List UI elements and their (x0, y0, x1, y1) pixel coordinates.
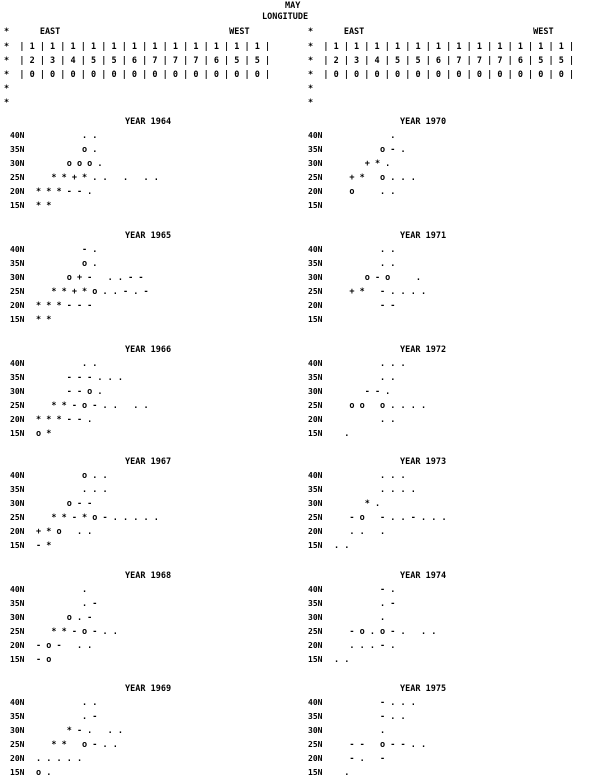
latitude-label: 30N (308, 273, 323, 282)
year-title: YEAR 1966 (125, 345, 172, 355)
symbol-row: * * - * o - . . . . . (36, 513, 159, 523)
latitude-label: 40N (10, 131, 25, 140)
symbol-row: . (334, 131, 396, 141)
latitude-label: 35N (10, 485, 25, 494)
latitude-label: 25N (10, 740, 25, 749)
left-header-star-2: * (4, 98, 10, 108)
symbol-row: . . . - . (334, 641, 396, 651)
latitude-label: 40N (308, 359, 323, 368)
latitude-label: 25N (10, 627, 25, 636)
latitude-label: 15N (308, 541, 323, 550)
symbol-row: . . . (334, 527, 386, 537)
symbol-row: . . . (334, 471, 406, 481)
latitude-label: 30N (10, 613, 25, 622)
symbol-row: * * + * o . . - . - (36, 287, 149, 297)
latitude-label: 35N (308, 259, 323, 268)
symbol-row: - - (334, 301, 396, 311)
latitude-label: 20N (10, 415, 25, 424)
latitude-label: 40N (308, 585, 323, 594)
symbol-row: * * * - - - (36, 301, 93, 311)
symbol-row: - . - (334, 754, 386, 764)
symbol-row: * * (36, 201, 52, 211)
symbol-row: . . . (334, 359, 406, 369)
symbol-row: - o - . . - . . . (334, 513, 447, 523)
symbol-row: . . (334, 373, 396, 383)
latitude-label: 15N (10, 768, 25, 777)
year-title: YEAR 1969 (125, 684, 172, 694)
latitude-label: 35N (10, 599, 25, 608)
latitude-label: 20N (308, 527, 323, 536)
symbol-row: . . (334, 655, 350, 665)
latitude-label: 15N (10, 429, 25, 438)
latitude-label: 20N (10, 754, 25, 763)
latitude-label: 15N (308, 201, 323, 210)
symbol-row: o . - (36, 613, 93, 623)
symbol-row: o o o . . . . (334, 401, 427, 411)
symbol-row: . . . . (334, 485, 416, 495)
symbol-row: + * - . . . . (334, 287, 427, 297)
left-header-star-1: * (4, 84, 10, 94)
right-header-digits-3: * | 0 | 0 | 0 | 0 | 0 | 0 | 0 | 0 | 0 | 0 | 0 | 0 | (308, 70, 575, 80)
latitude-label: 20N (308, 301, 323, 310)
left-header-region: * EAST WEST (4, 27, 281, 37)
symbol-row: o . . (36, 471, 108, 481)
latitude-label: 15N (10, 315, 25, 324)
symbol-row: . . (36, 131, 98, 141)
latitude-label: 25N (10, 513, 25, 522)
symbol-row: - - o - - . . (334, 740, 427, 750)
latitude-label: 40N (10, 471, 25, 480)
symbol-row: * * * - - . (36, 187, 93, 197)
symbol-row: - . . (334, 712, 406, 722)
latitude-label: 15N (308, 315, 323, 324)
latitude-label: 30N (308, 499, 323, 508)
right-header-digits-2: * | 2 | 3 | 4 | 5 | 5 | 6 | 7 | 7 | 7 | 6 | 5 | 5 | (308, 56, 575, 66)
latitude-label: 20N (10, 187, 25, 196)
symbol-row: - - - . . . (36, 373, 123, 383)
latitude-label: 15N (10, 655, 25, 664)
symbol-row: . - (36, 712, 98, 722)
right-header-star-2: * (308, 98, 314, 108)
latitude-label: 15N (10, 201, 25, 210)
latitude-label: 30N (308, 387, 323, 396)
left-header-digits-2: * | 2 | 3 | 4 | 5 | 5 | 6 | 7 | 7 | 7 | 6 | 5 | 5 | (4, 56, 271, 66)
year-title: YEAR 1971 (400, 231, 447, 241)
latitude-label: 30N (10, 726, 25, 735)
latitude-label: 25N (10, 401, 25, 410)
latitude-label: 20N (308, 415, 323, 424)
symbol-row: - o . o - . . . (334, 627, 437, 637)
latitude-label: 15N (308, 768, 323, 777)
symbol-row: - o - . . (36, 641, 93, 651)
symbol-row: - * (36, 541, 52, 551)
latitude-label: 35N (308, 712, 323, 721)
symbol-row: . - (36, 599, 98, 609)
latitude-label: 30N (10, 273, 25, 282)
latitude-label: 20N (308, 641, 323, 650)
symbol-row: * * o - . . (36, 740, 118, 750)
symbol-row: . (334, 768, 350, 778)
latitude-label: 20N (10, 641, 25, 650)
symbol-row: - - . (334, 387, 391, 397)
latitude-label: 40N (10, 245, 25, 254)
symbol-row: o . . (334, 187, 396, 197)
right-header-digits-1: * | 1 | 1 | 1 | 1 | 1 | 1 | 1 | 1 | 1 | 1 | 1 | 1 | (308, 42, 575, 52)
symbol-row: * * - o - . . . . (36, 401, 149, 411)
year-title: YEAR 1965 (125, 231, 172, 241)
symbol-row: . (334, 429, 350, 439)
year-title: YEAR 1974 (400, 571, 447, 581)
symbol-row: . (36, 585, 88, 595)
latitude-label: 30N (308, 159, 323, 168)
latitude-label: 40N (10, 585, 25, 594)
symbol-row: * - . . . (36, 726, 123, 736)
year-title: YEAR 1972 (400, 345, 447, 355)
year-title: YEAR 1975 (400, 684, 447, 694)
year-title: YEAR 1970 (400, 117, 447, 127)
symbol-row: - . . . (334, 698, 416, 708)
year-title: YEAR 1967 (125, 457, 172, 467)
symbol-row: . . (334, 541, 350, 551)
symbol-row: * * - o - . . (36, 627, 118, 637)
latitude-label: 30N (10, 387, 25, 396)
latitude-label: 25N (10, 287, 25, 296)
latitude-label: 25N (308, 627, 323, 636)
latitude-label: 40N (308, 698, 323, 707)
latitude-label: 20N (10, 527, 25, 536)
symbol-row: o - - (36, 499, 93, 509)
left-header-digits-3: * | 0 | 0 | 0 | 0 | 0 | 0 | 0 | 0 | 0 | 0 | 0 | 0 | (4, 70, 271, 80)
month-title: MAY (285, 1, 301, 11)
latitude-label: 35N (308, 599, 323, 608)
latitude-label: 25N (308, 740, 323, 749)
latitude-label: 25N (10, 173, 25, 182)
symbol-row: . . (334, 259, 396, 269)
symbol-row: * * * - - . (36, 415, 93, 425)
symbol-row: . . (334, 415, 396, 425)
symbol-row: o . (36, 145, 98, 155)
latitude-label: 25N (308, 287, 323, 296)
symbol-row: o - . (334, 145, 406, 155)
latitude-label: 30N (10, 499, 25, 508)
symbol-row: . (334, 613, 386, 623)
symbol-row: . . . . . (36, 754, 83, 764)
symbol-row: * . (334, 499, 381, 509)
latitude-label: 25N (308, 401, 323, 410)
symbol-row: . . (334, 245, 396, 255)
latitude-label: 20N (308, 187, 323, 196)
latitude-label: 15N (10, 541, 25, 550)
symbol-row: o o o . (36, 159, 103, 169)
year-title: YEAR 1964 (125, 117, 172, 127)
longitude-label: LONGITUDE (262, 12, 309, 22)
symbol-row: o . (36, 768, 52, 778)
latitude-label: 30N (308, 613, 323, 622)
symbol-row: + * o . . . (334, 173, 416, 183)
latitude-label: 15N (308, 429, 323, 438)
latitude-label: 20N (308, 754, 323, 763)
symbol-row: + * o . . (36, 527, 93, 537)
latitude-label: 40N (308, 471, 323, 480)
symbol-row: o + - . . - - (36, 273, 144, 283)
year-title: YEAR 1968 (125, 571, 172, 581)
symbol-row: . (334, 726, 386, 736)
symbol-row: . . (36, 698, 98, 708)
symbol-row: . - (334, 599, 396, 609)
symbol-row: * * + * . . . . . (36, 173, 159, 183)
latitude-label: 25N (308, 173, 323, 182)
latitude-label: 40N (10, 359, 25, 368)
latitude-label: 40N (308, 245, 323, 254)
latitude-label: 15N (308, 655, 323, 664)
symbol-row: - - o . (36, 387, 103, 397)
latitude-label: 35N (308, 373, 323, 382)
latitude-label: 20N (10, 301, 25, 310)
symbol-row: - . (36, 245, 98, 255)
symbol-row: - . (334, 585, 396, 595)
latitude-label: 40N (308, 131, 323, 140)
left-header-digits-1: * | 1 | 1 | 1 | 1 | 1 | 1 | 1 | 1 | 1 | 1 | 1 | 1 | (4, 42, 271, 52)
right-header-star-1: * (308, 84, 314, 94)
latitude-label: 35N (10, 145, 25, 154)
symbol-row: + * . (334, 159, 391, 169)
symbol-row: * * (36, 315, 52, 325)
latitude-label: 30N (10, 159, 25, 168)
latitude-label: 35N (308, 145, 323, 154)
latitude-label: 35N (10, 373, 25, 382)
symbol-row: o . (36, 259, 98, 269)
right-header-region: * EAST WEST (308, 27, 585, 37)
symbol-row: . . . (36, 485, 108, 495)
symbol-row: o - o . (334, 273, 421, 283)
latitude-label: 40N (10, 698, 25, 707)
latitude-label: 25N (308, 513, 323, 522)
latitude-label: 35N (308, 485, 323, 494)
symbol-row: . . (36, 359, 98, 369)
symbol-row: o * (36, 429, 52, 439)
year-title: YEAR 1973 (400, 457, 447, 467)
latitude-label: 30N (308, 726, 323, 735)
latitude-label: 35N (10, 259, 25, 268)
latitude-label: 35N (10, 712, 25, 721)
symbol-row: - o (36, 655, 52, 665)
